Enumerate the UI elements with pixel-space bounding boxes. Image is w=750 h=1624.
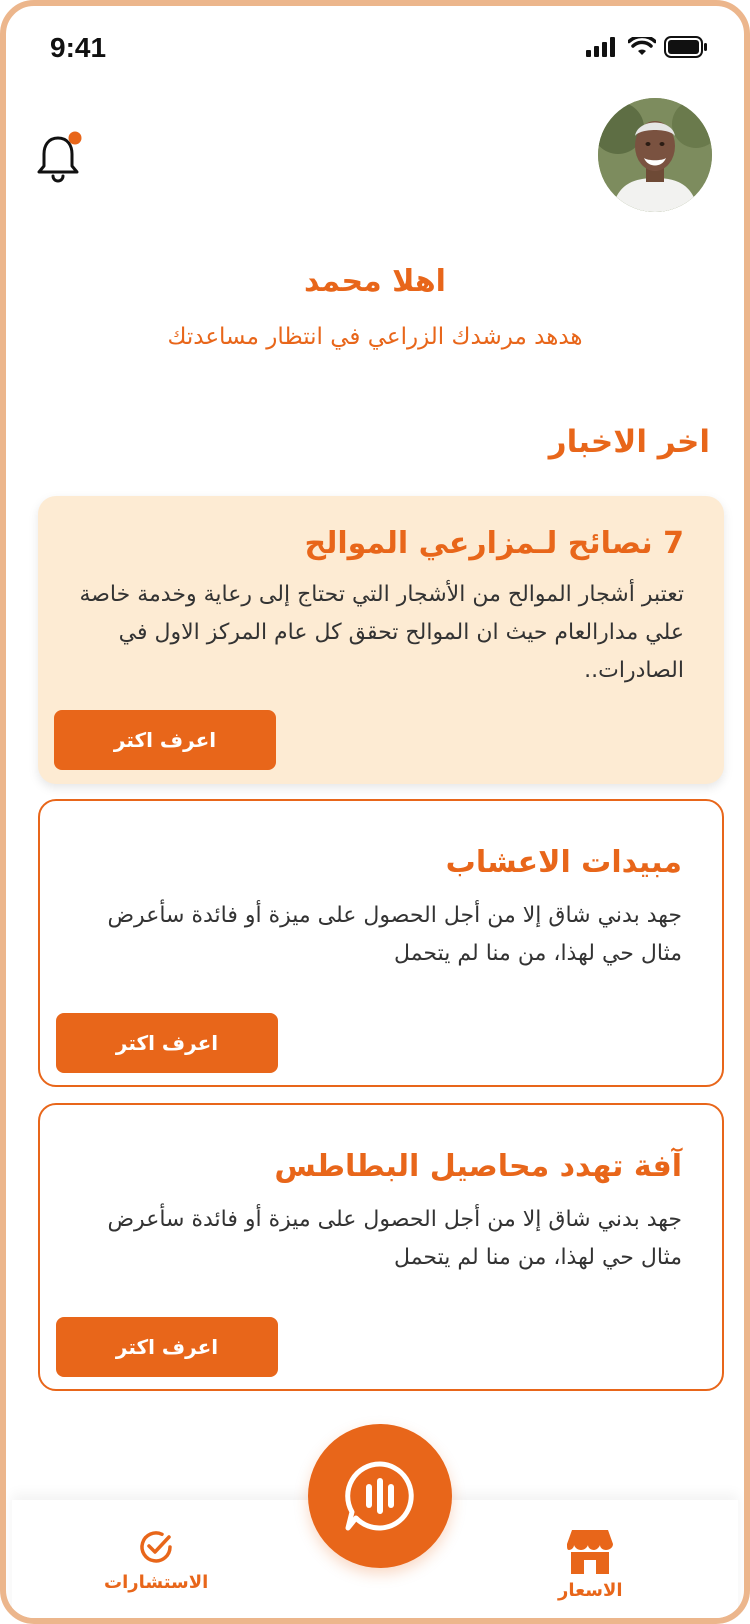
- greeting-title: اهلا محمد: [304, 264, 446, 299]
- news-card[interactable]: [38, 1103, 724, 1391]
- check-circle-icon: [137, 1528, 175, 1566]
- news-card-body: جهد بدني شاق إلا من أجل الحصول على ميزة أو فائدة سأعرض مثال حي لهذا، من منا لم يتحمل: [107, 1207, 682, 1270]
- news-card-title: آفة تهدد محاصيل البطاطس: [274, 1149, 682, 1184]
- news-card-featured[interactable]: [38, 496, 724, 784]
- news-card-body: جهد بدني شاق إلا من أجل الحصول على ميزة أو فائدة سأعرض مثال حي لهذا، من منا لم يتحمل: [107, 903, 682, 966]
- learn-more-button[interactable]: اعرف اكتر: [54, 710, 276, 770]
- greeting-subtitle: هدهد مرشدك الزراعي في انتظار مساعدتك: [167, 324, 583, 350]
- news-card-body: تعتبر أشجار الموالح من الأشجار التي تحتاج إلى رعاية وخدمة خاصة علي مدارالعام حيث ان الموالح تحقق كل عام المركز الاول في الصادرات..: [79, 582, 684, 683]
- tab-consultations[interactable]: [104, 1528, 208, 1593]
- tab-label: الاستشارات: [104, 1572, 209, 1593]
- news-section-title: اخر الاخبار: [548, 424, 710, 460]
- tab-prices[interactable]: [558, 1528, 623, 1601]
- news-card[interactable]: [38, 799, 724, 1087]
- status-time: 9:41: [50, 32, 107, 63]
- notification-bell-icon[interactable]: [34, 130, 84, 186]
- battery-icon: [664, 36, 708, 58]
- tab-label: الاسعار: [558, 1580, 623, 1601]
- voice-chat-icon: [342, 1458, 418, 1534]
- wifi-icon: [628, 37, 656, 57]
- learn-more-button[interactable]: اعرف اكتر: [56, 1317, 278, 1377]
- news-card-title: 7 نصائح لـمزارعي الموالح: [304, 526, 684, 561]
- voice-assistant-button[interactable]: [308, 1424, 452, 1568]
- store-icon: [566, 1528, 614, 1574]
- signal-icon: [586, 37, 620, 57]
- learn-more-button[interactable]: اعرف اكتر: [56, 1013, 278, 1073]
- status-icons: [586, 36, 708, 58]
- user-avatar[interactable]: [598, 98, 712, 212]
- news-card-title: مبيدات الاعشاب: [445, 845, 682, 880]
